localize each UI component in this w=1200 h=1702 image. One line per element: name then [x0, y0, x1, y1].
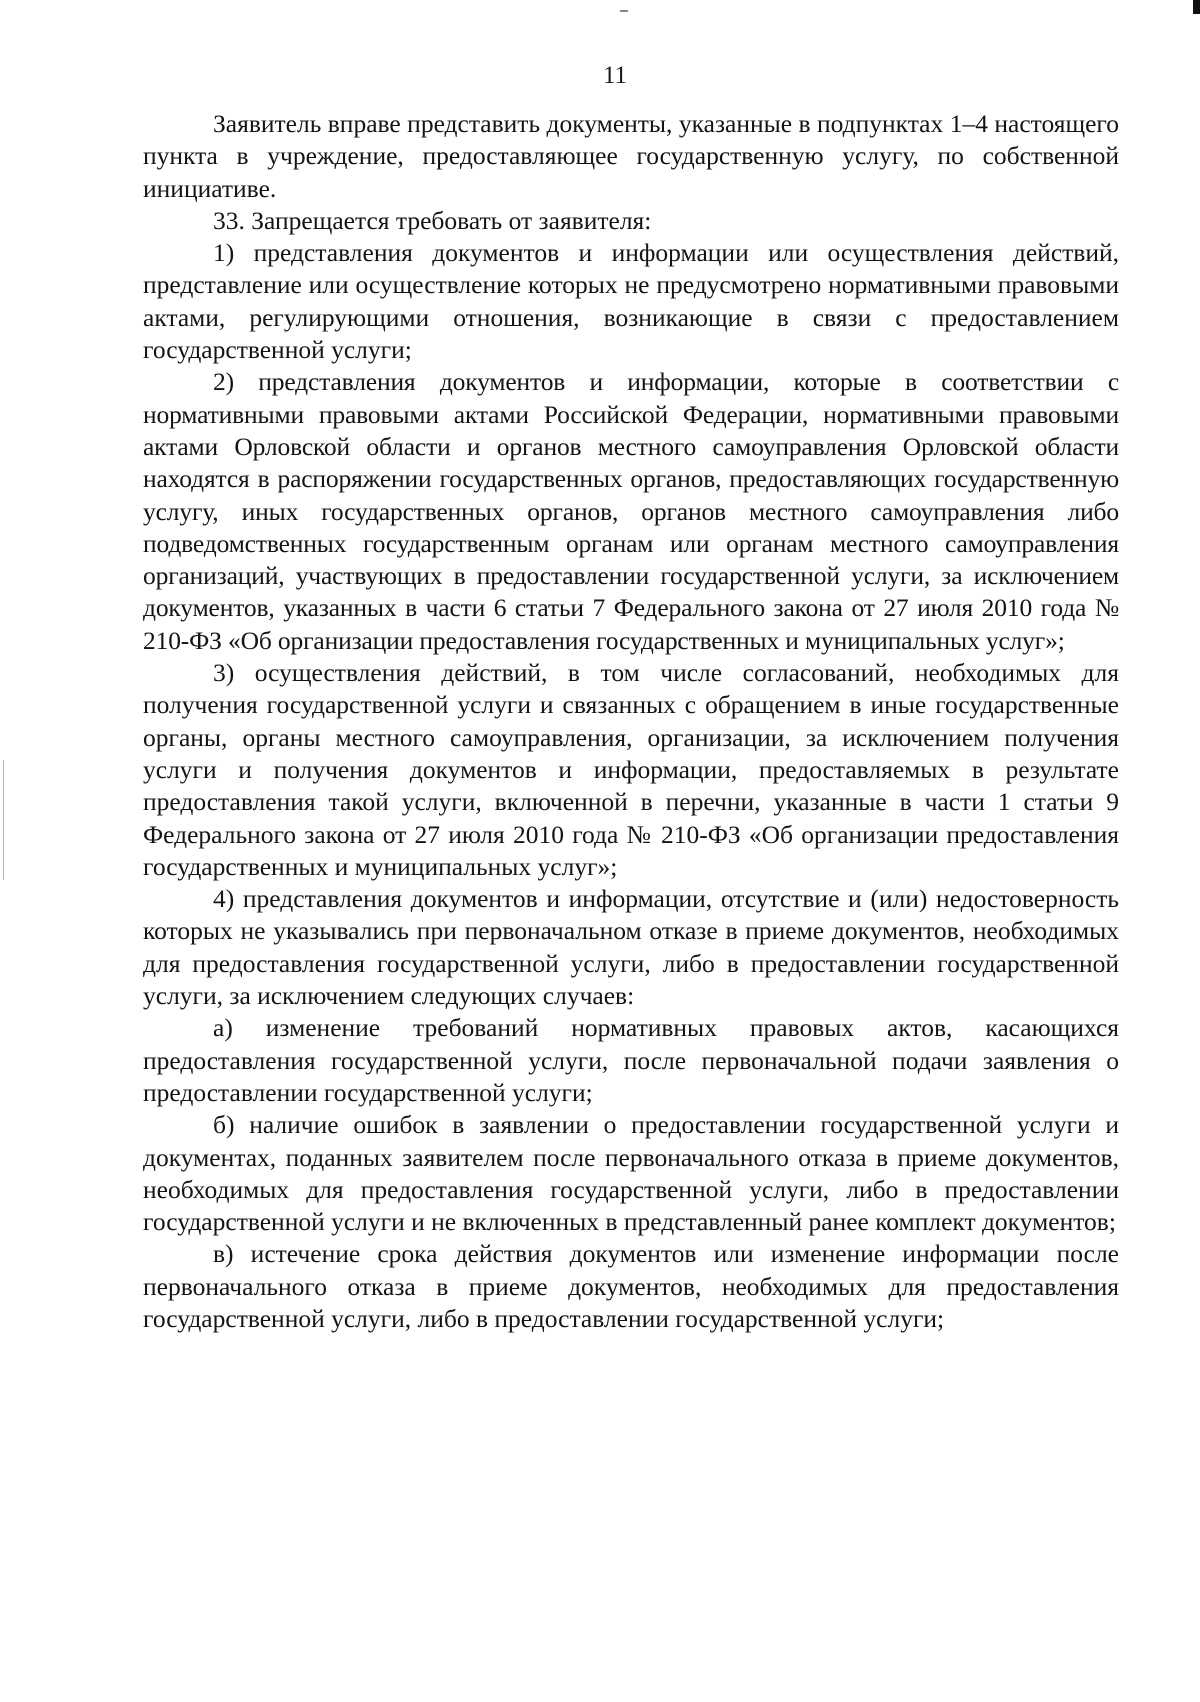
page-number: 11 — [602, 62, 628, 89]
paragraph-item-1: 1) представления документов и информации или осуществления действий, представление или осуществление которых не предусмотрено нормативными правовыми актами, регулирующими отношения, возникающие в связи с предоставлением государственной услуги; — [143, 238, 1119, 365]
paragraph-subitem-b: б) наличие ошибок в заявлении о предоставлении государственной услуги и документах, поданных заявителем после первоначального отказа в приеме документов, необходимых для предоставления государственной услуги, либо в предоставлении государственной услуги и не включенных в представленный ранее комплект документов; — [143, 1110, 1119, 1237]
scan-edge-line — [3, 760, 4, 880]
paragraph-item-3: 3) осуществления действий, в том числе согласований, необходимых для получения государственной услуги и связанных с обращением в иные государственные органы, органы местного самоуправления, организации, за исключением получения услуги и получения документов и информации, предоставляемых в результате предоставления такой услуги, включенной в перечни, указанные в части 1 статьи 9 Федерального закона от 27 июля 2010 года № 210-ФЗ «Об организации предоставления государственных и муниципальных услуг»; — [143, 658, 1119, 881]
paragraph-subitem-a: а) изменение требований нормативных правовых актов, касающихся предоставления государственной услуги, после первоначальной подачи заявления о предоставлении государственной услуги; — [143, 1013, 1119, 1107]
document-body — [143, 108, 1119, 1335]
scan-mark — [1193, 0, 1200, 14]
paragraph-item-4: 4) представления документов и информации, отсутствие и (или) недостоверность которых не указывались при первоначальном отказе в приеме документов, необходимых для предоставления государственной услуги, либо в предоставлении государственной услуги, за исключением следующих случаев: — [143, 884, 1119, 1011]
paragraph-33-heading: 33. Запрещается требовать от заявителя: — [213, 205, 652, 235]
paragraph-item-2: 2) представления документов и информации, которые в соответствии с нормативными правовыми актами Российской Федерации, нормативными правовыми актами Орловской области и органов местного самоуправления Орловской области находятся в распоряжении государственных органов, предоставляющих государственную услугу, иных государственных органов, органов местного самоуправления либо подведомственных государственным органам или органам местного самоуправления организаций, участвующих в предоставлении государственной услуги, за исключением документов, указанных в части 6 статьи 7 Федерального закона от 27 июля 2010 года № 210-ФЗ «Об организации предоставления государственных и муниципальных услуг»; — [143, 367, 1119, 655]
paragraph-subitem-v: в) истечение срока действия документов или изменение информации после первоначального отказа в приеме документов, необходимых для предоставления государственной услуги, либо в предоставлении государственной услуги; — [143, 1239, 1119, 1333]
scan-dash — [620, 10, 628, 12]
paragraph-applicant-right: Заявитель вправе представить документы, указанные в подпунктах 1–4 настоящего пункта в учреждение, предоставляющее государственную услугу, по собственной инициативе. — [143, 109, 1119, 203]
